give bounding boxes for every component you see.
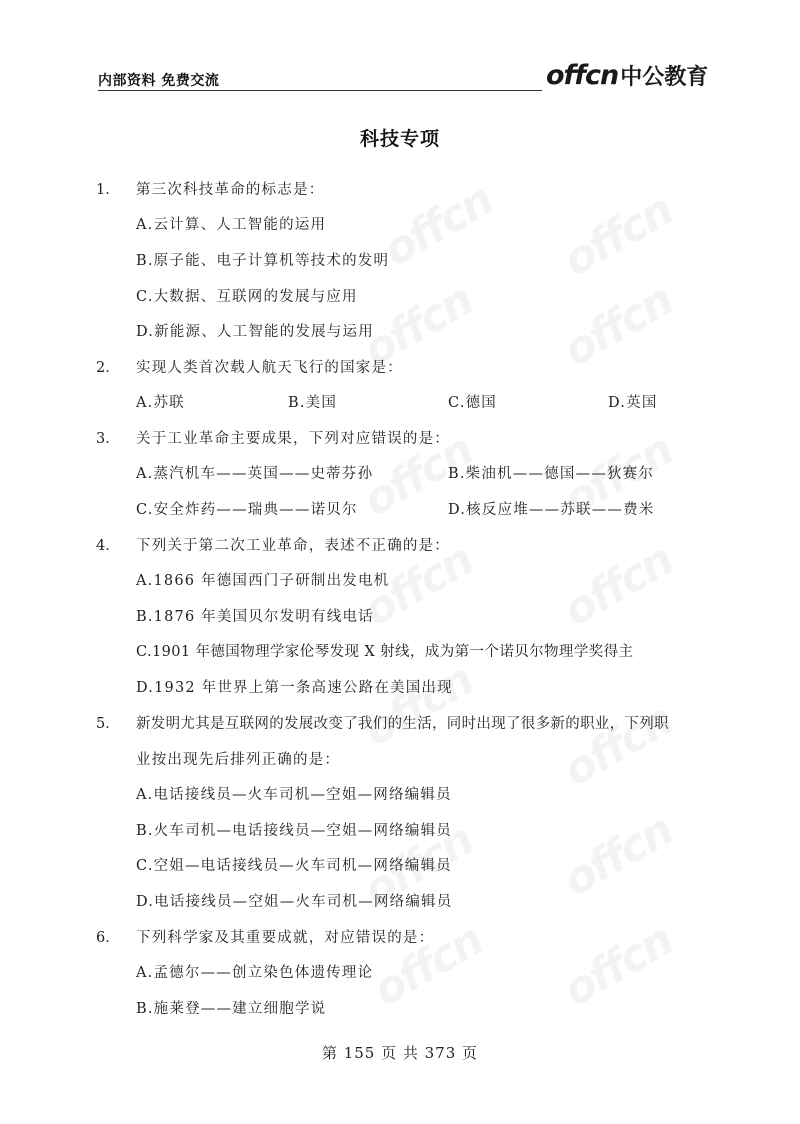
option: A.云计算、人工智能的运用 xyxy=(136,217,327,233)
watermark xyxy=(555,274,681,376)
question-number: 1． xyxy=(96,182,120,198)
question-number: 6． xyxy=(96,930,120,946)
option: A.苏联 xyxy=(136,395,185,411)
option: D.核反应堆——苏联——费米 xyxy=(448,502,655,518)
option: B.原子能、电子计算机等技术的发明 xyxy=(136,253,390,269)
question-stem: 第三次科技革命的标志是： xyxy=(136,182,325,198)
brand-logo xyxy=(546,60,708,96)
question-number: 4． xyxy=(96,538,120,554)
option: B.柴油机——德国——狄赛尔 xyxy=(448,466,655,482)
page-header xyxy=(98,60,710,100)
watermark xyxy=(555,534,681,636)
watermark xyxy=(555,804,681,906)
option: C.安全炸药——瑞典——诺贝尔 xyxy=(136,502,358,518)
option: D.1932 年世界上第一条高速公路在美国出现 xyxy=(136,680,453,696)
header-note: 内部资料 免费交流 xyxy=(98,73,220,89)
logo-cjk-text: 中公教育 xyxy=(620,65,709,90)
option: A.孟德尔——创立染色体遗传理论 xyxy=(136,965,374,981)
watermark xyxy=(355,654,481,756)
option: D.电话接线员—空姐—火车司机—网络编辑员 xyxy=(136,894,453,910)
option: A.蒸汽机车——英国——史蒂芬孙 xyxy=(136,466,374,482)
option: B.1876 年美国贝尔发明有线电话 xyxy=(136,609,374,625)
question-number: 2． xyxy=(96,360,120,376)
option: B.火车司机—电话接线员—空姐—网络编辑员 xyxy=(136,823,452,839)
option: C.大数据、互联网的发展与应用 xyxy=(136,289,358,305)
question-stem: 关于工业革命主要成果，下列对应错误的是： xyxy=(136,431,450,447)
option: C.德国 xyxy=(448,395,497,411)
question-stem: 下列科学家及其重要成就，对应错误的是： xyxy=(136,930,435,946)
watermark xyxy=(555,184,681,286)
option: A.电话接线员—火车司机—空姐—网络编辑员 xyxy=(136,787,452,803)
logo-latin-text: offcn xyxy=(546,60,619,91)
option: B.美国 xyxy=(288,395,338,411)
option: A.1866 年德国西门子研制出发电机 xyxy=(136,573,390,589)
header-rule xyxy=(98,90,542,91)
question-number: 3． xyxy=(96,431,120,447)
option: D.新能源、人工智能的发展与运用 xyxy=(136,324,374,340)
question-stem: 下列关于第二次工业革命，表述不正确的是： xyxy=(136,538,450,554)
watermark xyxy=(375,174,501,276)
question-stem: 实现人类首次载人航天飞行的国家是： xyxy=(136,360,403,376)
page-number: 第 155 页 共 373 页 xyxy=(321,1044,479,1062)
watermark xyxy=(555,694,681,796)
watermark xyxy=(555,914,681,1016)
option: C.空姐—电话接线员—火车司机—网络编辑员 xyxy=(136,858,452,874)
question-stem-continued: 业按出现先后排列正确的是： xyxy=(136,752,341,768)
option: B.施莱登——建立细胞学说 xyxy=(136,1001,327,1017)
option: C.1901 年德国物理学家伦琴发现 X 射线，成为第一个诺贝尔物理学奖得主 xyxy=(136,644,634,660)
option: D.英国 xyxy=(608,395,658,411)
question-stem: 新发明尤其是互联网的发展改变了我们的生活，同时出现了很多新的职业，下列职 xyxy=(136,716,669,732)
page-title: 科技专项 xyxy=(359,128,440,150)
question-number: 5． xyxy=(96,716,120,732)
